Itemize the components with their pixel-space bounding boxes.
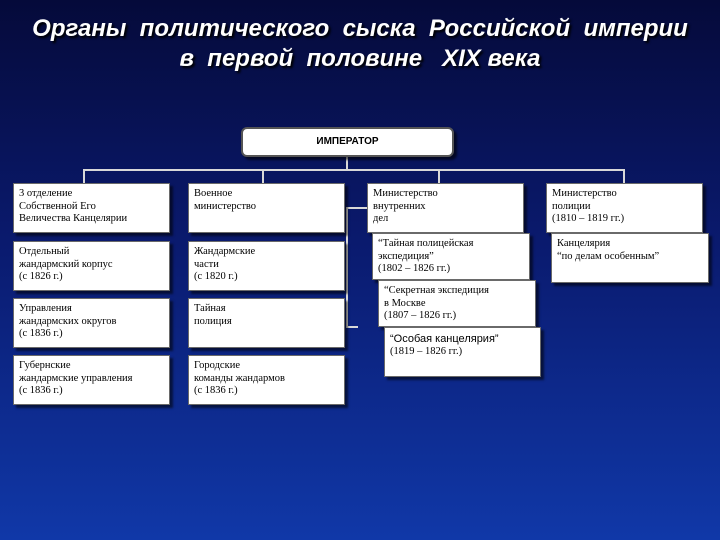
connector-ministry-bracket: [346, 207, 348, 328]
secret-police-box: [188, 298, 345, 348]
secret-police-line-1: Тайная: [194, 303, 226, 314]
war-ministry-line-2: министерство: [194, 200, 257, 212]
police-ministry-box: [546, 183, 703, 233]
provincial-gendarme-line-1: Губернские: [19, 360, 71, 371]
secret-police-line-2: полиция: [194, 315, 232, 327]
secret-police-expedition-line-1: “Тайная полицейская: [378, 238, 474, 249]
special-chancellery-box: [384, 327, 541, 377]
interior-ministry-line-2: внутренних: [373, 200, 426, 212]
secret-police-expedition-box: [372, 233, 530, 280]
police-ministry-line-3: (1810 – 1819 гг.): [552, 213, 625, 224]
special-affairs-line-1: Канцелярия: [557, 238, 611, 249]
interior-ministry-line-3: дел: [373, 213, 389, 224]
gendarme-districts-line-3: (с 1836 г.): [19, 328, 63, 339]
moscow-expedition-line-2: в Москве: [384, 297, 426, 309]
title-line-2: в первой половине XIX века: [179, 45, 541, 72]
third-section-line-1: 3 отделение: [19, 188, 73, 199]
war-ministry-box: [188, 183, 345, 233]
moscow-expedition-box: [378, 280, 536, 327]
emperor-box: ИМПЕРАТОР: [241, 127, 454, 157]
title-line-1: Органы политического сыска Российской империи: [32, 15, 688, 42]
gendarme-units-line-1: Жандармские: [194, 246, 256, 257]
special-chancellery-line-2: (1819 – 1826 гг.): [390, 346, 463, 357]
interior-ministry-box: [367, 183, 524, 233]
provincial-gendarme-box: [13, 355, 170, 405]
moscow-expedition-line-3: (1807 – 1826 гг.): [384, 310, 457, 321]
gendarme-corps-line-3: (с 1826 г.): [19, 271, 63, 282]
gendarme-units-line-3: (с 1820 г.): [194, 271, 238, 282]
moscow-expedition-line-1: “Секретная экспедиция: [384, 285, 489, 296]
special-chancellery-line-1: “Особая канцелярия”: [390, 333, 499, 345]
third-section-line-2: Собственной Его: [19, 200, 96, 212]
gendarme-districts-line-2: жандармских округов: [19, 315, 117, 327]
connector-bracket-bottom: [346, 326, 358, 328]
third-section-box: [13, 183, 170, 233]
provincial-gendarme-line-3: (с 1836 г.): [19, 385, 63, 396]
gendarme-districts-box: [13, 298, 170, 348]
gendarme-districts-line-1: Управления: [19, 303, 72, 314]
gendarme-units-line-2: части: [194, 258, 219, 270]
city-gendarmes-box: [188, 355, 345, 405]
special-affairs-line-2: “по делам особенным”: [557, 250, 660, 262]
police-ministry-line-1: Министерство: [552, 188, 617, 199]
secret-police-expedition-line-3: (1802 – 1826 гг.): [378, 263, 451, 274]
provincial-gendarme-line-2: жандармские управления: [19, 372, 133, 384]
war-ministry-line-1: Военное: [194, 188, 233, 199]
city-gendarmes-line-1: Городские: [194, 360, 240, 371]
third-section-line-3: Величества Канцелярии: [19, 213, 128, 224]
gendarme-corps-line-2: жандармский корпус: [19, 258, 113, 270]
connector-horizontal-bus: [83, 169, 625, 171]
police-ministry-line-2: полиции: [552, 200, 591, 212]
interior-ministry-line-1: Министерство: [373, 188, 438, 199]
slide-title: [0, 14, 720, 74]
special-affairs-chancellery-box: [551, 233, 709, 283]
gendarme-units-box: [188, 241, 345, 291]
secret-police-expedition-line-2: экспедиция”: [378, 250, 434, 262]
city-gendarmes-line-3: (с 1836 г.): [194, 385, 238, 396]
gendarme-corps-box: [13, 241, 170, 291]
gendarme-corps-line-1: Отдельный: [19, 246, 70, 257]
city-gendarmes-line-2: команды жандармов: [194, 372, 285, 384]
